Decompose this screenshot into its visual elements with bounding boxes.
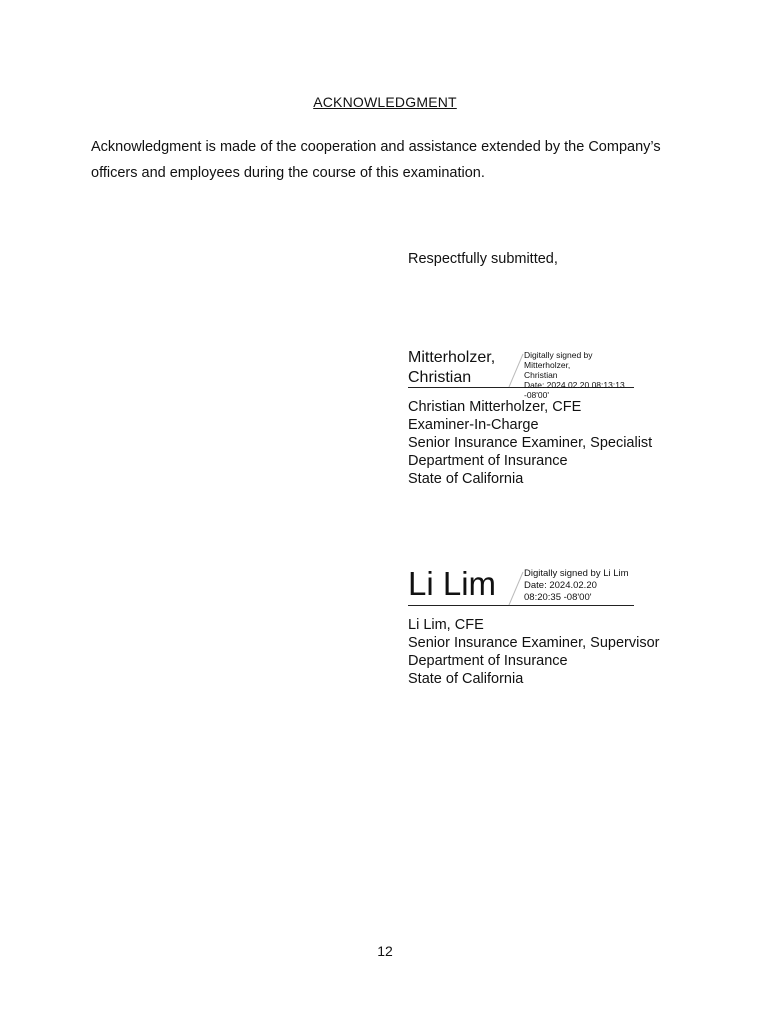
signature-name-line: Christian: [408, 369, 472, 386]
signature-name: Li Lim: [408, 565, 497, 602]
digital-sig-line: Digitally signed by Mitterholzer,: [524, 350, 593, 370]
signer-detail-line: Christian Mitterholzer, CFE: [408, 399, 582, 415]
acknowledgment-paragraph: Acknowledgment is made of the cooperation and assistance extended by the Company’s officers and employees during the course of this examination.: [91, 139, 661, 181]
digital-sig-line: Christian: [524, 370, 558, 380]
signer-detail-line: Senior Insurance Examiner, Specialist: [408, 435, 653, 451]
closing-text: Respectfully submitted,: [408, 251, 558, 267]
signer-detail-line: Department of Insurance: [408, 653, 568, 669]
signature-slash-icon: [506, 570, 526, 606]
page-title: ACKNOWLEDGMENT: [313, 94, 457, 110]
signature-name-line: Mitterholzer,: [408, 349, 496, 366]
digital-signature-info: [524, 568, 639, 604]
signer-detail-line: Examiner-In-Charge: [408, 417, 539, 433]
signer-detail-line: Department of Insurance: [408, 453, 568, 469]
signature-mitterholzer: [408, 348, 634, 400]
signature-line: [408, 566, 634, 606]
signer-detail-line: Li Lim, CFE: [408, 617, 484, 633]
signer-detail-line: State of California: [408, 671, 524, 687]
signer-detail-line: State of California: [408, 471, 524, 487]
signer-detail-line: Senior Insurance Examiner, Supervisor: [408, 635, 660, 651]
signature-name: [408, 348, 495, 388]
signer-details-mitterholzer: [408, 398, 652, 488]
signer-details-lim: [408, 616, 659, 688]
signature-line: [408, 348, 634, 400]
page-number: 12: [377, 943, 393, 959]
digital-sig-line: Date: 2024.02.20: [524, 580, 597, 591]
digital-sig-line: -08'00': [524, 390, 549, 400]
signature-slash-icon: [506, 352, 526, 388]
digital-sig-line: Date: 2024.02.20 08:13:13: [524, 380, 625, 390]
signature-lim: [408, 566, 634, 606]
digital-sig-line: 08:20:35 -08'00': [524, 592, 592, 603]
digital-sig-line: Digitally signed by Li Lim: [524, 568, 629, 579]
digital-signature-info: [524, 350, 639, 400]
